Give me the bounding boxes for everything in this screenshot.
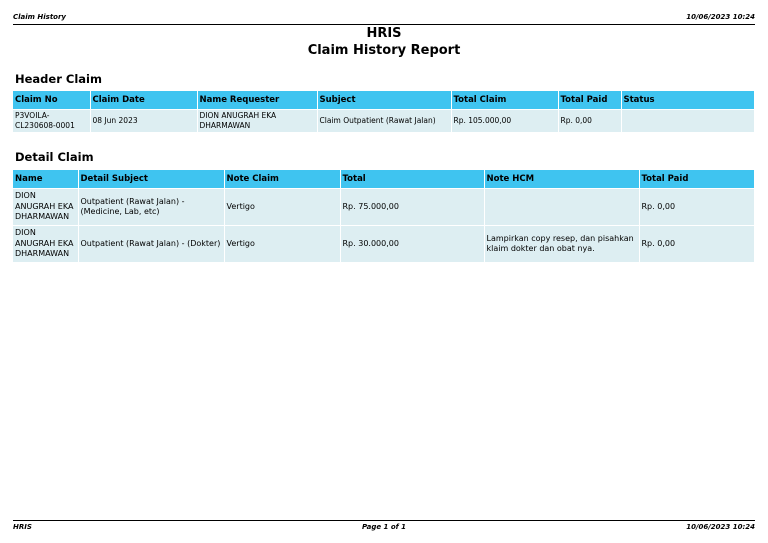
detail-subject-cell: Outpatient (Rawat Jalan) - (Dokter): [78, 226, 224, 263]
column-header: Note Claim: [224, 170, 340, 189]
footer-page-number: Page 1 of 1: [361, 523, 407, 531]
column-header: Name: [13, 170, 78, 189]
page-header: [13, 11, 755, 25]
column-header: Total Paid: [558, 91, 621, 110]
subject-cell: Claim Outpatient (Rawat Jalan): [317, 110, 451, 133]
total-paid-cell: Rp. 0,00: [558, 110, 621, 133]
column-header: Note HCM: [484, 170, 639, 189]
note-claim-cell: Vertigo: [224, 226, 340, 263]
column-header: Total Claim: [451, 91, 558, 110]
total-cell: Rp. 75.000,00: [340, 189, 484, 226]
total-paid-cell: Rp. 0,00: [639, 226, 754, 263]
column-header: Subject: [317, 91, 451, 110]
column-header: Total: [340, 170, 484, 189]
column-header: Total Paid: [639, 170, 754, 189]
total-claim-cell: Rp. 105.000,00: [451, 110, 558, 133]
footer-timestamp: 10/06/2023 10:24: [686, 523, 755, 531]
total-paid-cell: Rp. 0,00: [639, 189, 754, 226]
table-row: [13, 110, 754, 133]
name-cell: DION ANUGRAH EKA DHARMAWAN: [13, 189, 78, 226]
note-claim-cell: Vertigo: [224, 189, 340, 226]
status-cell: [621, 110, 754, 133]
claim-no-cell: P3VOILA-CL230608-0001: [13, 110, 90, 133]
report-subtitle: Claim History Report: [307, 43, 461, 58]
page-header-timestamp: 10/06/2023 10:24: [686, 13, 755, 21]
table-row: [13, 189, 754, 226]
total-cell: Rp. 30.000,00: [340, 226, 484, 263]
report-title: HRIS: [366, 26, 402, 41]
page-header-title: Claim History: [13, 13, 66, 21]
column-header: Status: [621, 91, 754, 110]
table-row: [13, 226, 754, 263]
column-header: Claim No: [13, 91, 90, 110]
footer-app-name: HRIS: [13, 523, 32, 531]
detail-claim-header-row: [13, 170, 754, 189]
claim-date-cell: 08 Jun 2023: [90, 110, 197, 133]
note-hcm-cell: Lampirkan copy resep, dan pisahkan klaim dokter dan obat nya.: [484, 226, 639, 263]
column-header: Claim Date: [90, 91, 197, 110]
column-header: Name Requester: [197, 91, 317, 110]
name-requester-cell: DION ANUGRAH EKA DHARMAWAN: [197, 110, 317, 133]
note-hcm-cell: [484, 189, 639, 226]
detail-subject-cell: Outpatient (Rawat Jalan) - (Medicine, Lab, etc): [78, 189, 224, 226]
header-claim-title: Header Claim: [15, 72, 102, 86]
detail-claim-title: Detail Claim: [15, 150, 94, 164]
page-footer: [13, 520, 755, 533]
detail-claim-table: [13, 170, 755, 262]
header-claim-header-row: [13, 91, 754, 110]
name-cell: DION ANUGRAH EKA DHARMAWAN: [13, 226, 78, 263]
column-header: Detail Subject: [78, 170, 224, 189]
header-claim-table: [13, 91, 755, 132]
